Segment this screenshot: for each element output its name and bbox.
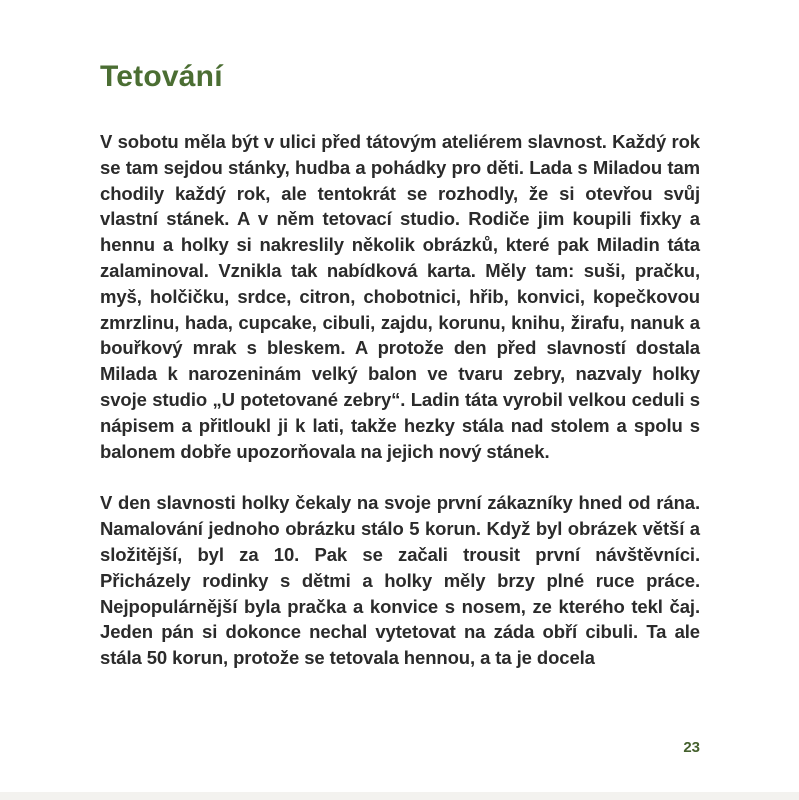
page-edge-shadow (0, 792, 799, 800)
story-text (100, 129, 700, 671)
story-paragraph-1: V sobotu měla být v ulici před tátovým ateliérem slavnost. Každý rok se tam sejdou stánky, hudba a pohádky pro děti. Lada s Miladou tam chodily každý rok, ale tentokrát se rozhodly, že si otevřou svůj vlastní stánek. A v něm tetovací studio. Rodiče jim koupili fixky a hennu a holky si nakreslily několik obrázků, které pak Miladin táta zalaminoval. Vznikla tak nabídková karta. Měly tam: suši, pračku, myš, holčičku, srdce, citron, chobotnici, hřib, konvici, kopečkovou zmrzlinu, hada, cupcake, cibuli, zajdu, korunu, knihu, žirafu, nanuk a bouřkový mrak s bleskem. A protože den před slavností dostala Milada k narozeninám velký balon ve tvaru zebry, nazvaly holky svoje studio „U potetované zebry“. Ladin táta vyrobil velkou ceduli s nápisem a přitloukl ji k lati, takže hezky stála nad stolem a spolu s balonem dobře upozorňovala na jejich nový stánek. (100, 131, 700, 462)
story-paragraph-2: V den slavnosti holky čekaly na svoje první zákazníky hned od rána. Namalování jednoho obrázku stálo 5 korun. Když byl obrázek větší a složitější, byl za 10. Pak se začali trousit první návštěvníci. Přicházely rodinky s dětmi a holky měly brzy plné ruce práce. Nejpopulárnější byla pračka a konvice s nosem, ze kterého tekl čaj. Jeden pán si dokonce nechal vytetovat na záda obří cibuli. Ta ale stála 50 korun, protože se tetovala hennou, a ta je docela (100, 492, 700, 669)
page-number: 23 (683, 739, 700, 756)
page-title: Tetování (100, 60, 223, 93)
